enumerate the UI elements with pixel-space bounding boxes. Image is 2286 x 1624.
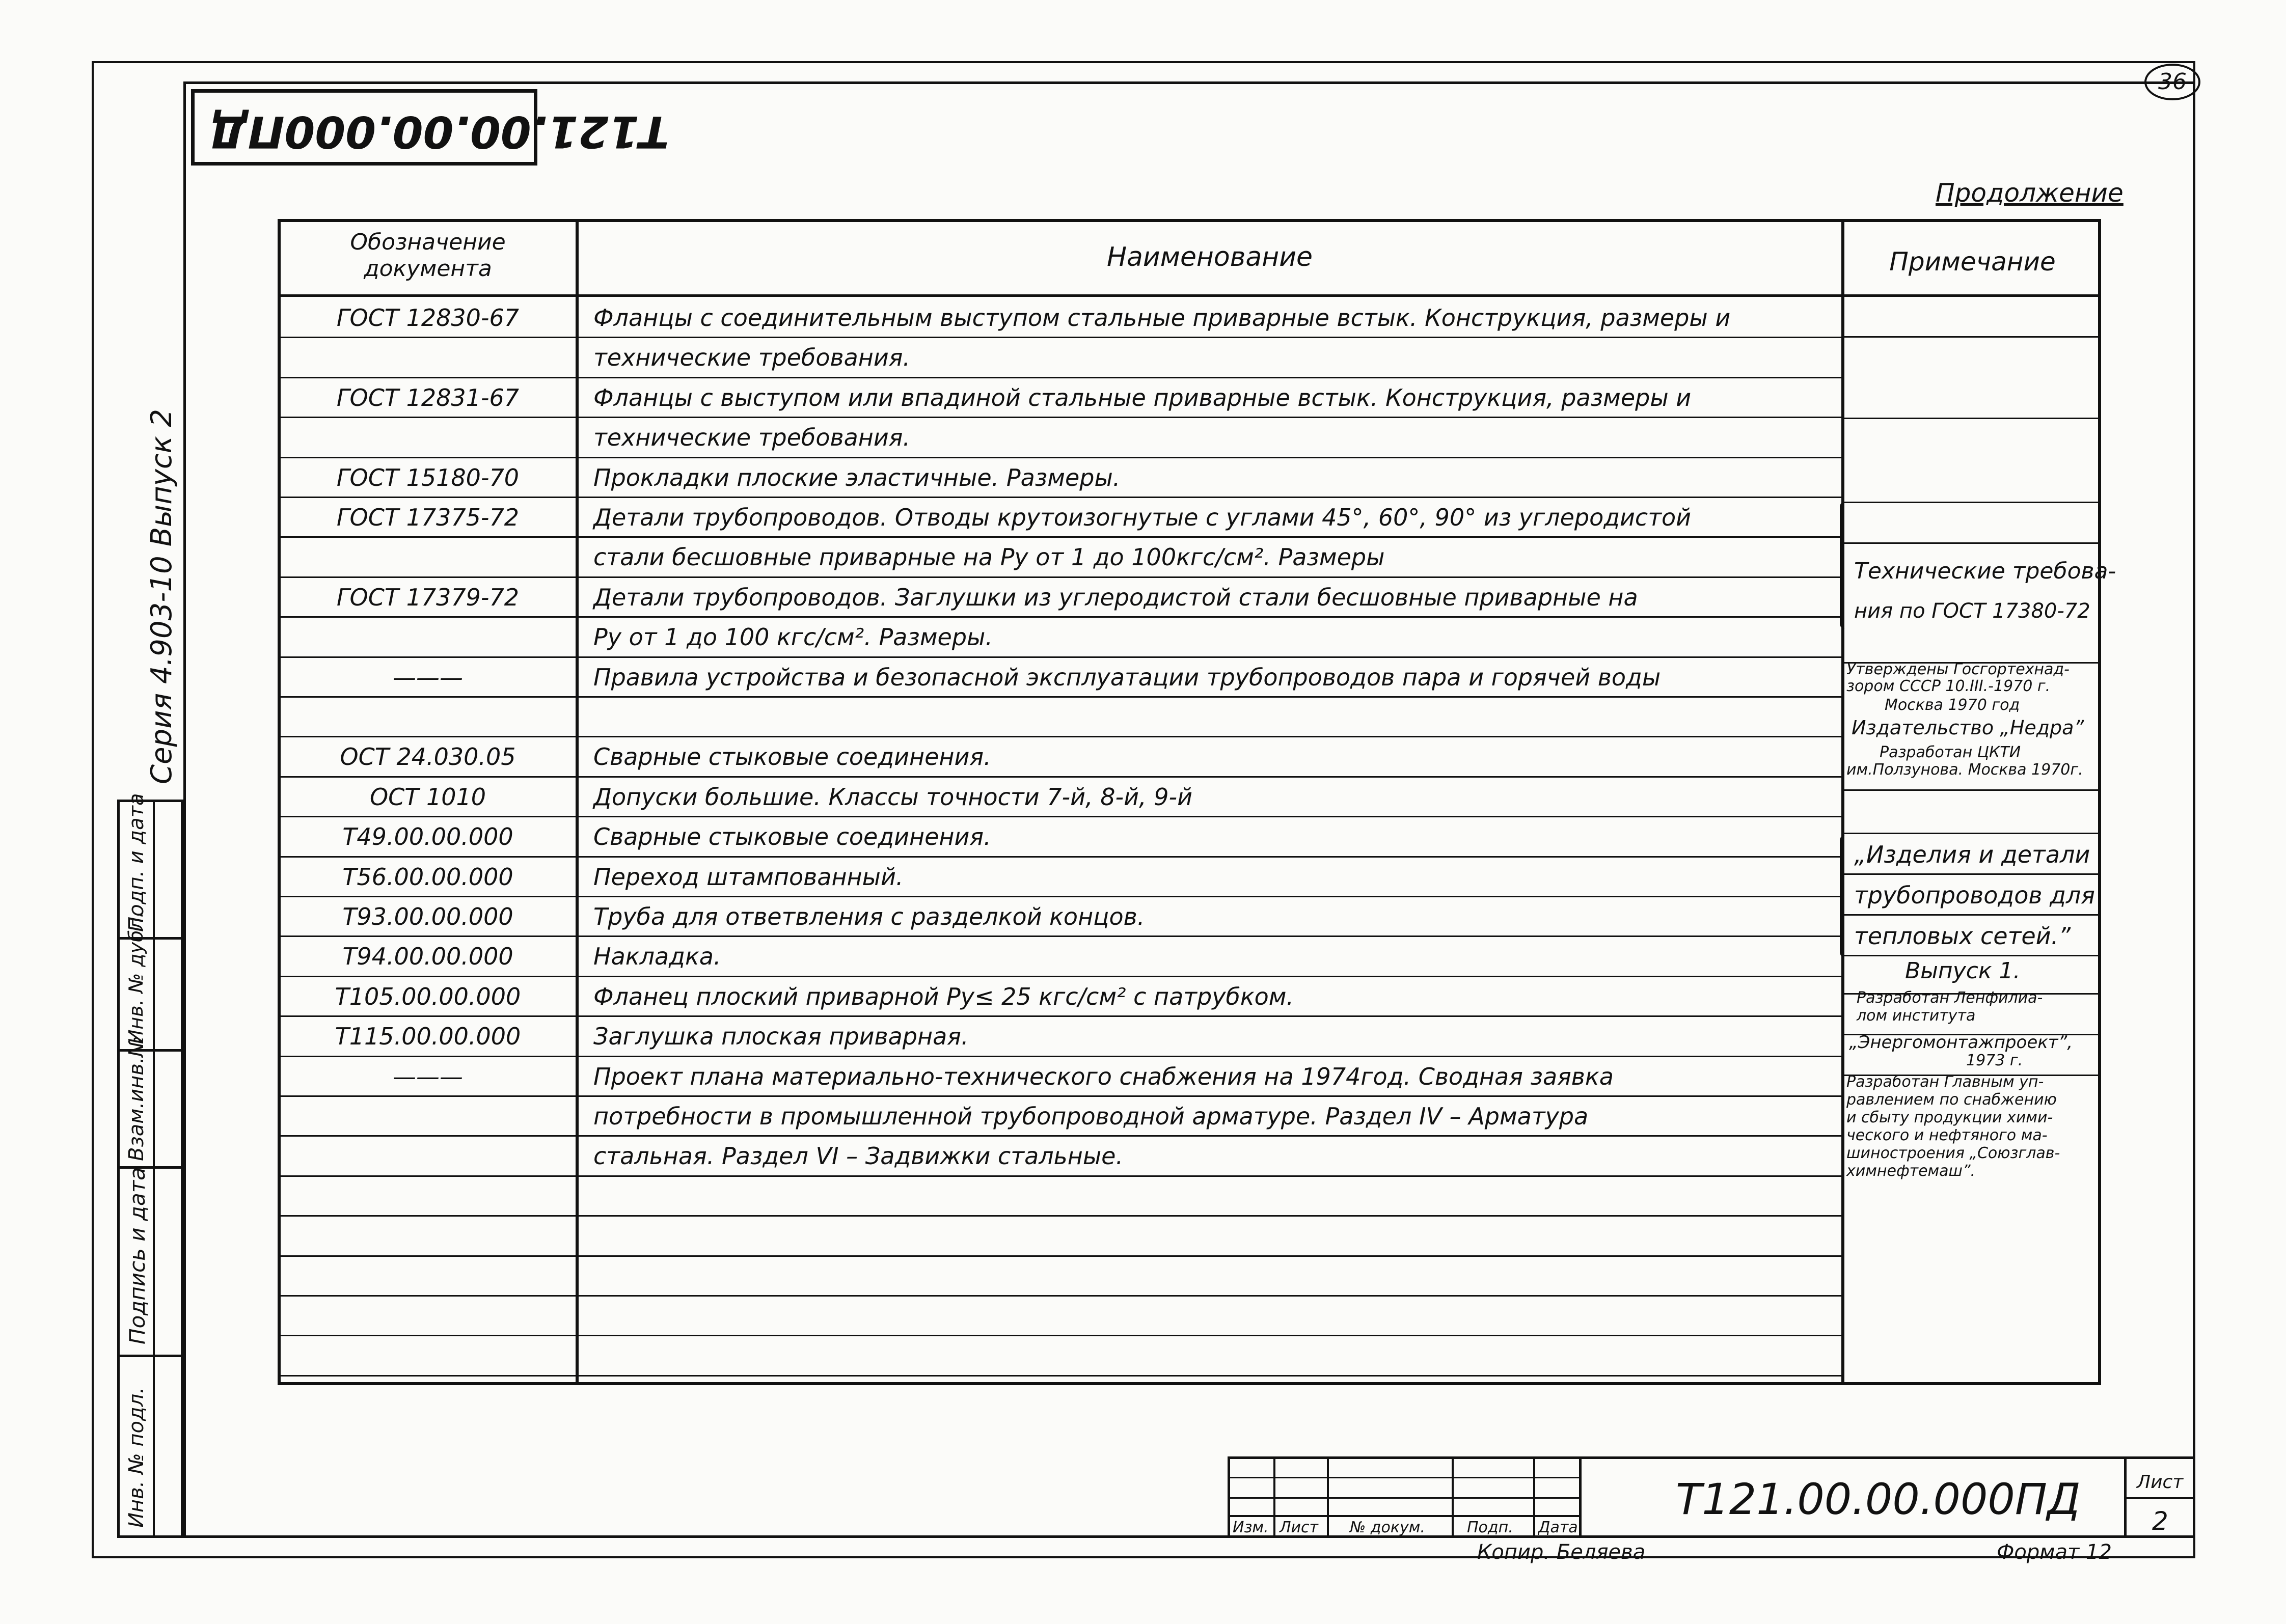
header-divider <box>278 294 2101 297</box>
row-designation: ГОСТ 12830-67 <box>336 304 520 332</box>
row-name: Прокладки плоские эластичные. Размеры. <box>593 464 1121 491</box>
header-designation <box>285 229 570 282</box>
row-designation: Т49.00.00.000 <box>342 823 513 850</box>
row-name: Фланцы с выступом или впадиной стальные приварные встык. Конструкция, размеры и <box>593 384 1692 411</box>
header-name-text: Наименование <box>1106 242 1313 272</box>
row-line <box>278 497 1844 498</box>
note-row-line <box>1844 914 2101 916</box>
note-lenfilial-4: 1973 г. <box>1966 1052 2023 1069</box>
row-line <box>278 856 1844 858</box>
row-name: Детали трубопроводов. Заглушки из углеродистой стали бесшовные приварные на <box>593 584 1638 611</box>
note-lenfilial-2: лом института <box>1857 1007 1976 1025</box>
row-designation: ГОСТ 17379-72 <box>336 584 520 611</box>
header-note <box>1846 247 2099 277</box>
header-designation-text: Обозначение документа <box>350 229 506 282</box>
row-designation: ОСТ 24.030.05 <box>340 743 516 770</box>
row-line <box>278 1295 1844 1297</box>
note-glavnoe-4: ческого и нефтяного ма- <box>1846 1126 2048 1144</box>
note-row-line <box>1844 789 2101 791</box>
row-name: Ру от 1 до 100 кгс/см². Размеры. <box>593 623 993 651</box>
note-approved-2: зором СССР 10.III.-1970 г. <box>1846 677 2051 695</box>
note-lenfilial-1: Разработан Ленфилиа- <box>1857 989 2043 1007</box>
note-glavnoe-3: и сбыту продукции хими- <box>1846 1109 2053 1126</box>
left-strip-div-4 <box>117 1355 183 1357</box>
row-line <box>278 1375 1844 1377</box>
note-brace-2 <box>1840 835 1850 957</box>
margin-podp-data-2: Подпись и дата <box>125 1167 150 1344</box>
row-line <box>278 1135 1844 1137</box>
tb-sheet-h <box>2124 1497 2195 1499</box>
tb-grid-r2 <box>1228 1497 1579 1499</box>
margin-podp-data-1: Подп. и дата <box>125 793 148 932</box>
row-designation: ГОСТ 15180-70 <box>336 464 520 491</box>
row-name: Сварные стыковые соединения. <box>593 823 991 850</box>
tb-grid-r1 <box>1228 1477 1579 1478</box>
tb-sheet-value: 2 <box>2152 1506 2168 1536</box>
header-name <box>581 242 1839 272</box>
row-line <box>278 776 1844 778</box>
note-row-line <box>1844 418 2101 419</box>
note-row-line <box>1844 542 2101 544</box>
row-name: стали бесшовные приварные на Ру от 1 до 100кгс/см². Размеры <box>593 543 1385 571</box>
row-line <box>278 616 1844 618</box>
note-row-line <box>1844 833 2101 834</box>
note-row-line <box>1844 955 2101 956</box>
row-line <box>278 656 1844 658</box>
row-line <box>278 1095 1844 1097</box>
note-glavnoe-6: химнефтемаш”. <box>1846 1162 1976 1180</box>
note-approved-3: Москва 1970 год <box>1885 696 2020 714</box>
row-line <box>278 337 1844 338</box>
sheet-number-text: 36 <box>2158 69 2187 95</box>
tb-col-doc: № докум. <box>1350 1519 1425 1536</box>
footer-format: Формат 12 <box>1997 1540 2112 1564</box>
tb-col-izm: Изм. <box>1233 1519 1269 1536</box>
row-designation: Т115.00.00.000 <box>335 1023 521 1050</box>
margin-inv-podl: Инв. № подл. <box>125 1387 148 1528</box>
row-name: Сварные стыковые соединения. <box>593 743 991 770</box>
series-label: Серия 4.903-10 Выпуск 2 <box>145 409 178 784</box>
tb-code: Т121.00.00.000ПД <box>1676 1474 2081 1524</box>
row-line <box>278 696 1844 698</box>
row-name: потребности в промышленной трубопроводной арматуре. Раздел IV – Арматура <box>593 1103 1589 1130</box>
row-line <box>278 1175 1844 1177</box>
note-products-3: тепловых сетей.” <box>1854 922 2071 950</box>
row-name: Проект плана материально-технического снабжения на 1974год. Сводная заявка <box>593 1063 1614 1090</box>
row-designation: Т94.00.00.000 <box>342 943 513 970</box>
tb-col-podp: Подп. <box>1467 1519 1513 1536</box>
row-name: Заглушка плоская приварная. <box>593 1023 969 1050</box>
row-name: технические требования. <box>593 424 911 451</box>
note-row-line <box>1844 873 2101 875</box>
note-products-2: трубопроводов для <box>1854 882 2095 909</box>
note-developed-2: им.Ползунова. Москва 1970г. <box>1846 761 2083 779</box>
row-name: технические требования. <box>593 344 911 371</box>
top-stamp-code: Т121.00.00.000ПД <box>209 106 669 157</box>
row-name: Детали трубопроводов. Отводы крутоизогнутые с углами 45°, 60°, 90° из углеродистой <box>593 504 1692 531</box>
row-line <box>278 1215 1844 1217</box>
footer-copied: Копир. Беляева <box>1477 1540 1646 1564</box>
row-designation: ГОСТ 17375-72 <box>336 504 520 531</box>
row-name: Фланец плоский приварной Ру≤ 25 кгс/см² с патрубком. <box>593 983 1294 1010</box>
row-name: Допуски большие. Классы точности 7-й, 8-й, 9-й <box>593 783 1193 811</box>
tb-sheet-label: Лист <box>2137 1472 2184 1493</box>
note-products-1: „Изделия и детали <box>1854 841 2090 868</box>
note-row-line <box>1844 502 2101 503</box>
row-line <box>278 896 1844 897</box>
row-line <box>278 1056 1844 1057</box>
row-line <box>278 736 1844 737</box>
tb-grid-r3 <box>1228 1515 1579 1517</box>
note-glavnoe-1: Разработан Главным уп- <box>1846 1073 2044 1091</box>
row-name: Переход штампованный. <box>593 863 904 891</box>
row-line <box>278 1335 1844 1336</box>
row-designation: Т93.00.00.000 <box>342 903 513 930</box>
left-strip-inner <box>153 800 155 1538</box>
top-stamp-box <box>191 89 669 166</box>
note-glavnoe-2: равлением по снабжению <box>1846 1091 2057 1109</box>
note-developed-1: Разработан ЦКТИ <box>1880 744 2021 761</box>
row-line <box>278 1015 1844 1017</box>
row-line <box>278 935 1844 937</box>
row-line <box>278 377 1844 378</box>
row-name: стальная. Раздел VI – Задвижки стальные. <box>593 1142 1124 1170</box>
tb-col-list: Лист <box>1280 1519 1319 1536</box>
tb-col-data: Дата <box>1538 1519 1578 1536</box>
col-divider-1 <box>576 219 579 1385</box>
row-line <box>278 576 1844 578</box>
row-name: Накладка. <box>593 943 721 970</box>
sheet-number-circle <box>2144 64 2200 100</box>
note-brace-1 <box>1840 502 1850 629</box>
note-tech-req-1: Технические требова- <box>1854 558 2116 584</box>
continuation-label: Продолжение <box>1936 178 2124 208</box>
header-note-text: Примечание <box>1889 247 2056 277</box>
row-name: Фланцы с соединительным выступом стальные приварные встык. Конструкция, размеры и <box>593 304 1731 332</box>
note-glavnoe-5: шиностроения „Союзглав- <box>1846 1144 2060 1162</box>
note-lenfilial-3: „Энергомонтажпроект”, <box>1849 1032 2073 1053</box>
row-designation: ГОСТ 12831-67 <box>336 384 520 411</box>
note-row-line <box>1844 336 2101 338</box>
margin-vzam-inv: Взам.инв.№ <box>125 1035 148 1161</box>
note-tech-req-2: ния по ГОСТ 17380-72 <box>1854 599 2090 623</box>
col-divider-2 <box>1841 219 1844 1385</box>
note-products-4: Выпуск 1. <box>1905 958 2021 984</box>
row-designation: ——— <box>393 1063 463 1090</box>
row-name: Правила устройства и безопасной эксплуатации трубопроводов пара и горячей воды <box>593 664 1661 691</box>
row-designation: Т56.00.00.000 <box>342 863 513 891</box>
row-name: Труба для ответвления с разделкой концов. <box>593 903 1145 930</box>
tb-div-main <box>1579 1456 1582 1538</box>
row-designation: Т105.00.00.000 <box>335 983 521 1010</box>
row-line <box>278 976 1844 977</box>
row-line <box>278 816 1844 817</box>
row-line <box>278 457 1844 458</box>
note-approved-1: Утверждены Госгортехнад- <box>1846 660 2070 678</box>
row-designation: ОСТ 1010 <box>369 783 486 811</box>
row-line <box>278 1255 1844 1257</box>
row-line <box>278 536 1844 538</box>
row-designation: ——— <box>393 664 463 691</box>
row-line <box>278 417 1844 418</box>
note-approved-4: Издательство „Недра” <box>1852 717 2084 739</box>
margin-inv-dubl: Инв. № дубл. <box>125 912 147 1044</box>
